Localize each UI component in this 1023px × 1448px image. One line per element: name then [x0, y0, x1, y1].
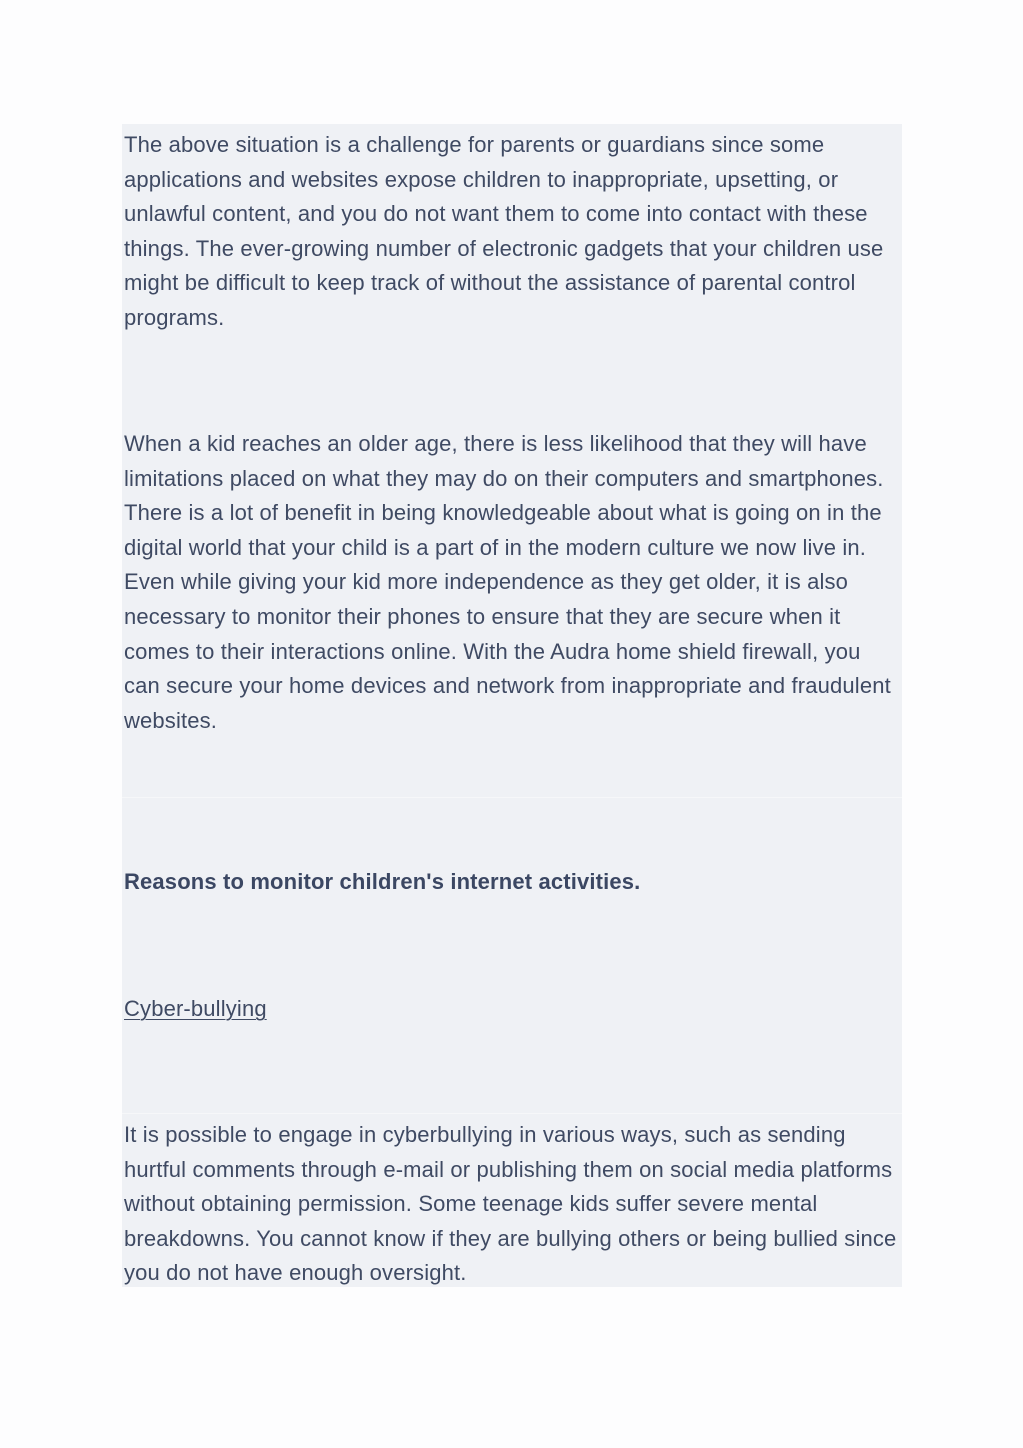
subsection-heading: Cyber-bullying: [124, 996, 267, 1021]
body-paragraph: When a kid reaches an older age, there is less likelihood that they will have limitations placed on what they may do on their computers and smartphones. There is a lot of benefit in being knowledgeable about what is going on in the digital world that your child is a part of in the modern culture we now live in. Even while giving your kid more independence as they get older, it is also necessary to monitor their phones to ensure that they are secure when it comes to their interactions online. With the Audra home shield firewall, you can secure your home devices and network from inappropriate and fraudulent websites.: [124, 431, 891, 733]
section-divider: [122, 797, 902, 798]
body-paragraph: The above situation is a challenge for parents or guardians since some applications and websites expose children to inappropriate, upsetting, or unlawful content, and you do not want them to come into contact with these things. The ever-growing number of electronic gadgets that your children use might be difficult to keep track of without the assistance of parental control programs.: [124, 132, 884, 330]
section-heading: Reasons to monitor children's internet activities.: [124, 869, 641, 894]
section-divider: [122, 1113, 902, 1114]
body-paragraph: It is possible to engage in cyberbullying in various ways, such as sending hurtful comments through e-mail or publishing them on social media platforms without obtaining permission. Some teenage kids suffer severe mental breakdowns. You cannot know if they are bullying others or being bullied since you do not have enough oversight.: [124, 1122, 897, 1286]
